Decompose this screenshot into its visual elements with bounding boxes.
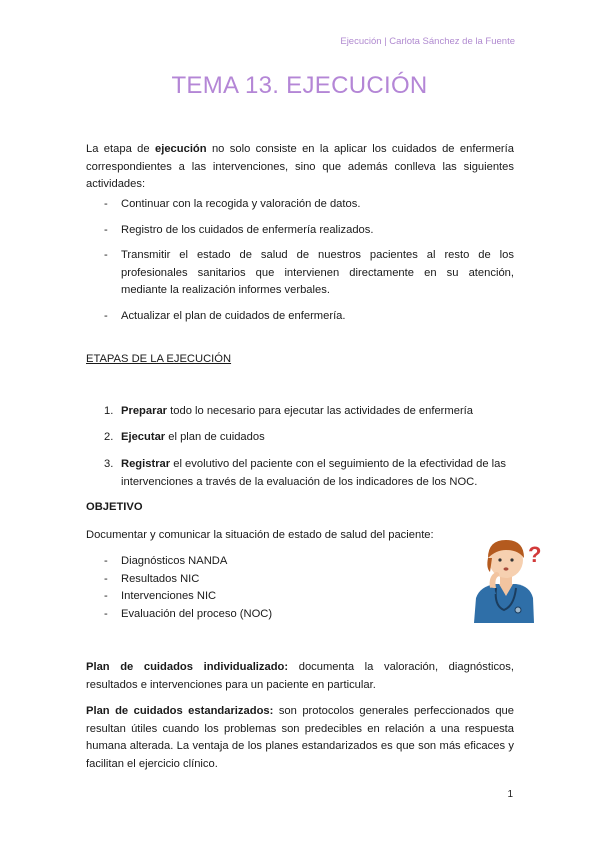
nurse-thinking-illustration [466, 528, 556, 623]
objetivo-heading: OBJETIVO [86, 501, 143, 513]
etapas-list [104, 403, 514, 491]
list-item [104, 403, 514, 421]
etapa-bold: Ejecutar [121, 430, 166, 443]
etapa-text: todo lo necesario para ejecutar las actividades de enfermería [167, 405, 473, 417]
question-mark-icon: ? [528, 542, 542, 567]
list-number: 3. [104, 458, 114, 470]
etapa-bold: Registrar [121, 458, 171, 470]
list-item: - Continuar con la recogida y valoración de datos. [104, 196, 514, 214]
list-number: 2. [104, 430, 114, 443]
plan-estandar-bold: Plan de cuidados estandarizados: [86, 705, 274, 717]
list-item: - Transmitir el estado de salud de nuestros pacientes al resto de los profesionales sanitarios que intervienen directamente en su atención, mediante la realización informes verbales. [104, 247, 514, 300]
plan-individual-paragraph [86, 659, 514, 694]
list-item: - Evaluación del proceso (NOC) [104, 606, 434, 624]
etapa-text: el plan de cuidados [165, 430, 265, 443]
activities-list [104, 196, 514, 325]
objetivo-text: Documentar y comunicar la situación de estado de salud del paciente: [86, 529, 434, 541]
plan-estandar-paragraph [86, 703, 514, 773]
list-number: 1. [104, 405, 114, 417]
list-item: - Registro de los cuidados de enfermería realizados. [104, 222, 514, 240]
list-item: - Actualizar el plan de cuidados de enfermería. [104, 308, 514, 326]
page-number: 1 [507, 789, 513, 800]
intro-paragraph [86, 141, 514, 194]
page-title: TEMA 13. EJECUCIÓN [171, 72, 428, 99]
plan-individual-bold: Plan de cuidados individualizado: [86, 661, 289, 673]
plan-individual-text: documenta la valoración, diagnósticos, resultados e intervenciones para un paciente en particular. [86, 661, 514, 691]
etapa-text: el evolutivo del paciente con el seguimiento de la efectividad de las intervenciones a través de la evaluación de los indicadores de los NOC. [121, 458, 506, 488]
list-item [104, 429, 514, 447]
intro-pre: La etapa de [86, 143, 155, 155]
intro-bold: ejecución [154, 143, 207, 155]
plan-estandar-text: son protocolos generales perfeccionados que resultan útiles cuando los problemas son predecibles en relación a una respuesta humana alterada. La ventaja de los planes estandarizados es que son más eficaces y facilitan el ejercicio clínico. [86, 705, 515, 770]
objetivo-list [104, 553, 434, 623]
list-item: - Resultados NIC [104, 571, 434, 589]
etapas-heading: ETAPAS DE LA EJECUCIÓN [86, 353, 232, 365]
page-header: Ejecución | Carlota Sánchez de la Fuente [340, 36, 515, 47]
list-item: - Diagnósticos NANDA [104, 553, 434, 571]
etapa-bold: Preparar [121, 405, 168, 417]
list-item [104, 456, 514, 491]
intro-post: no solo consiste en la aplicar los cuidados de enfermería correspondientes a las intervenciones, sino que además conlleva las siguientes actividades: [86, 143, 514, 190]
list-item: - Intervenciones NIC [104, 588, 434, 606]
